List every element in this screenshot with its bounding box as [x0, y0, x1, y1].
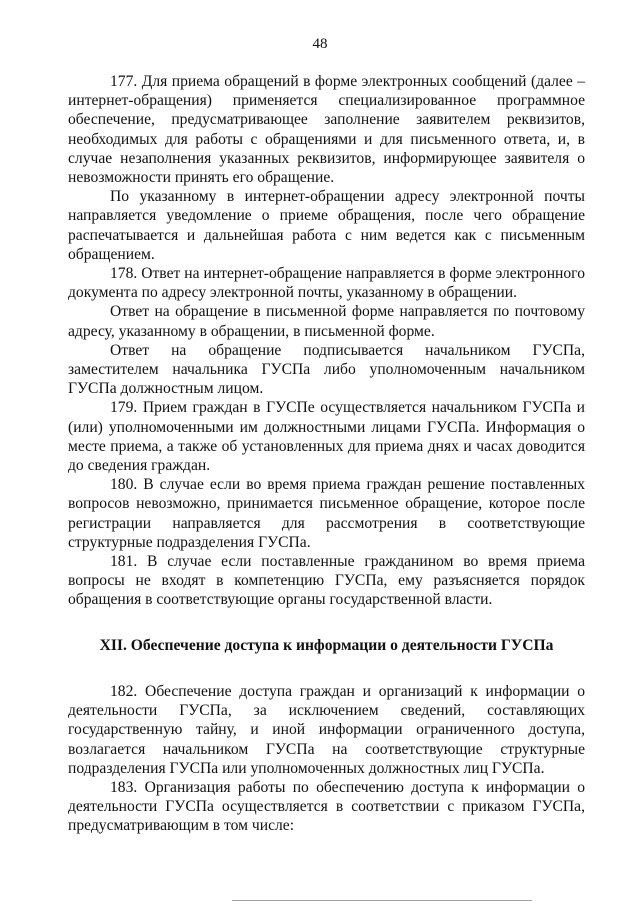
paragraph-177: 177. Для приема обращений в форме электронных сообщений (далее – интернет-обращения) применяется специализированное программное обеспечение, предусматривающее заполнение заявителем реквизитов, необходимых для работы с обращениями и для письменного ответа, и, в случае незаполнения указанных реквизитов, информирующее заявителя о невозможности принять его обращение. — [68, 73, 585, 187]
page-number: 48 — [312, 36, 328, 52]
paragraph-178: 178. Ответ на интернет-обращение направляется в форме электронного документа по адресу электронной почты, указанному в обращении. — [68, 265, 585, 302]
paragraph-180: 180. В случае если во время приема граждан решение поставленных вопросов невозможно, принимается письменное обращение, которое после регистрации направляется для рассмотрения в соответствующие структурные подразделения ГУСПа. — [68, 476, 585, 551]
paragraph-reply-signature: Ответ на обращение подписывается начальником ГУСПа, заместителем начальника ГУСПа либо уполномоченным начальником ГУСПа должностным лицом. — [68, 341, 585, 398]
section-heading: XII. Обеспечение доступа к информации о деятельности ГУСПа — [99, 636, 554, 654]
paragraph-179: 179. Прием граждан в ГУСПе осуществляется начальником ГУСПа и (или) уполномоченными им должностными лицами ГУСПа. Информация о месте приема, а также об установленных для приема днях и часах доводится до сведения граждан. — [68, 399, 585, 475]
document-body — [68, 72, 585, 836]
paragraph-written-reply: Ответ на обращение в письменной форме направляется по почтовому адресу, указанному в обращении, в письменной форме. — [68, 303, 585, 340]
paragraph-181: 181. В случае если поставленные гражданином во время приема вопросы не входят в компетенцию ГУСПа, ему разъясняется порядок обращения в соответствующие органы государственной власти. — [68, 553, 585, 609]
paragraph-183: 183. Организация работы по обеспечению доступа к информации о деятельности ГУСПа осуществляется в соответствии с приказом ГУСПа, предусматривающим в том числе: — [68, 778, 585, 835]
paragraph-email-notification: По указанному в интернет-обращении адресу электронной почты направляется уведомление о приеме обращения, после чего обращение распечатывается и дальнейшая работа с ним ведется как с письменным обращением. — [68, 188, 585, 263]
scan-bottom-edge-line — [232, 900, 532, 901]
paragraph-182: 182. Обеспечение доступа граждан и организаций к информации о деятельности ГУСПа, за исключением сведений, составляющих государственную тайну, и иной информации ограниченного доступа, возлагается начальником ГУСПа на соответствующие структурные подразделения ГУСПа или уполномоченных должностных лиц ГУСПа. — [68, 682, 585, 777]
